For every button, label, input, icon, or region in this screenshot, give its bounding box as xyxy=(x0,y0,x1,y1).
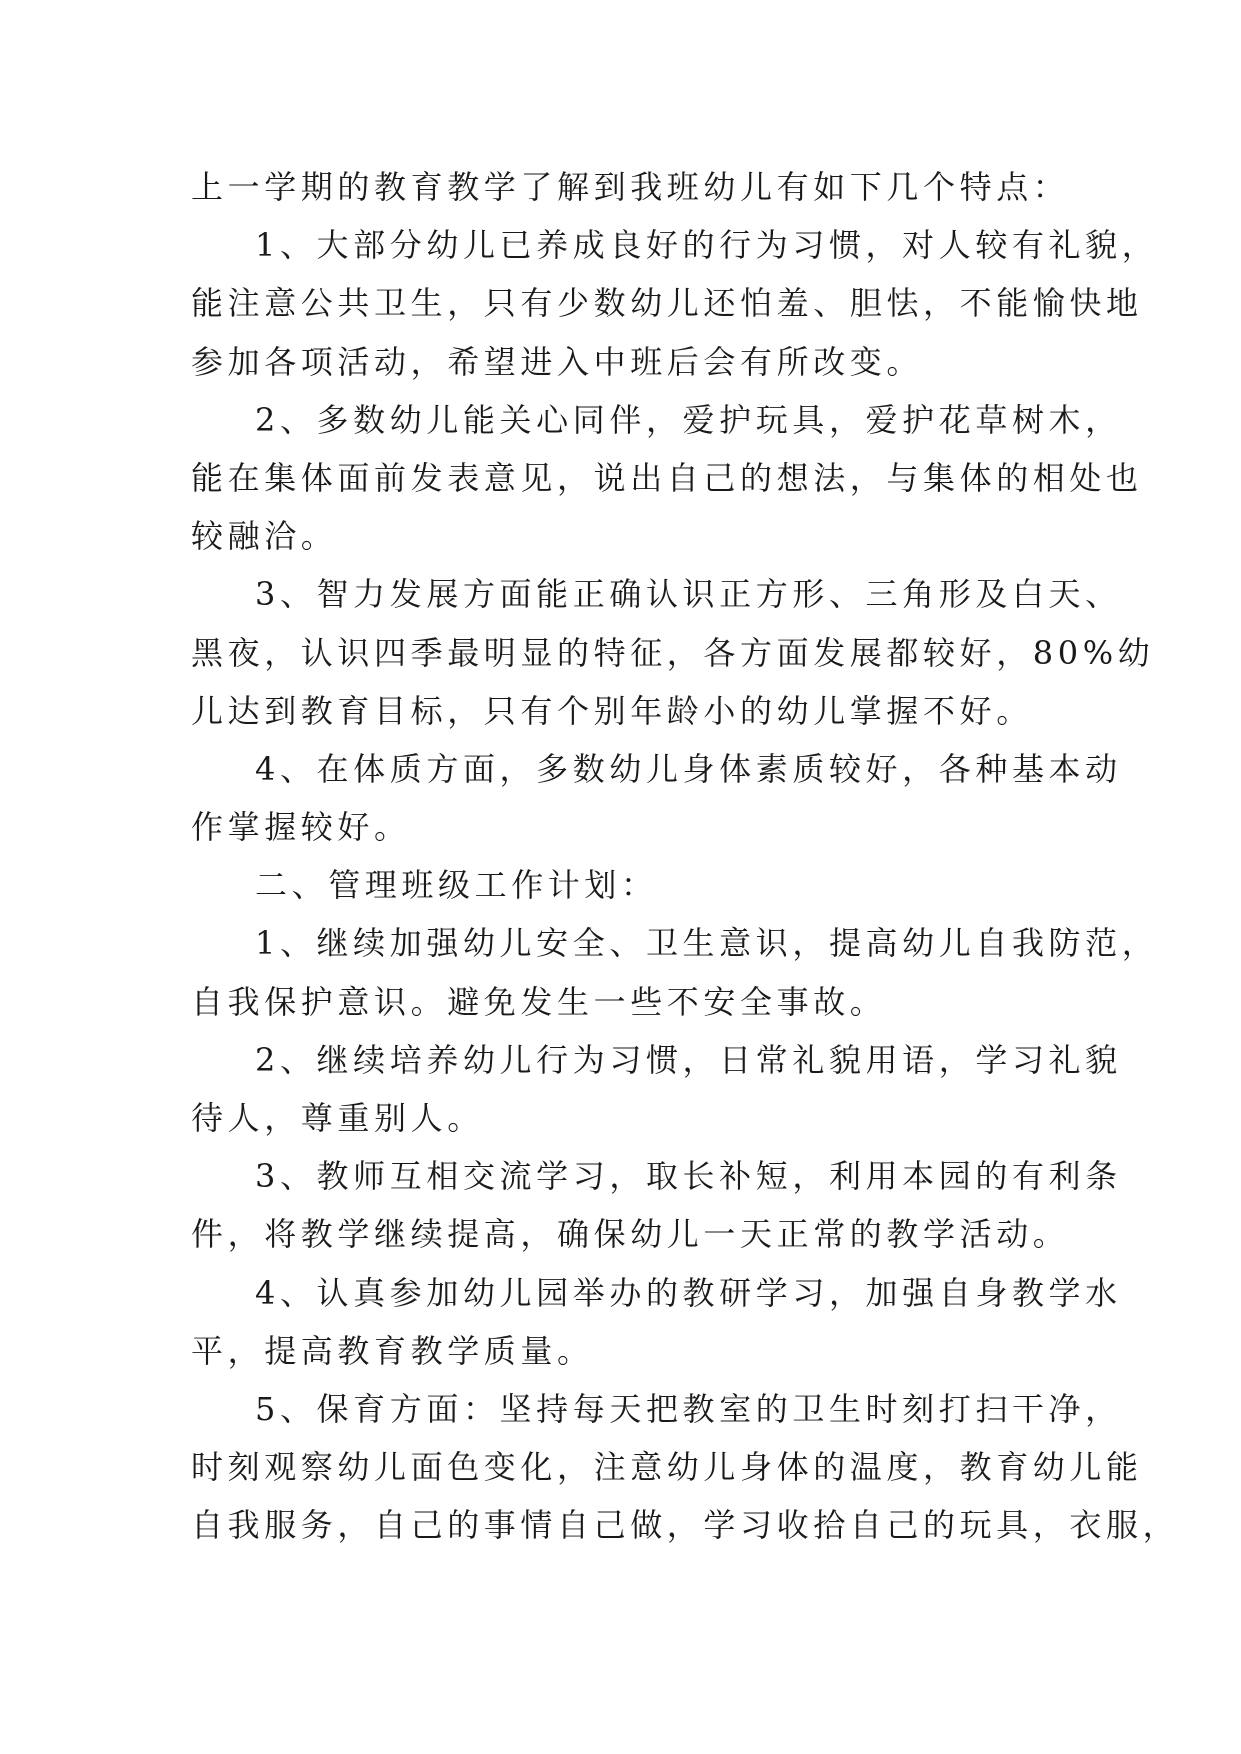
text-line: 5、保育方面：坚持每天把教室的卫生时刻打扫干净， xyxy=(255,1389,1122,1428)
text-line: 3、教师互相交流学习，取长补短，利用本园的有利条 xyxy=(255,1157,1122,1196)
text-line: 时刻观察幼儿面色变化，注意幼儿身体的温度，教育幼儿能 xyxy=(191,1448,1143,1487)
text-line: 4、在体质方面，多数幼儿身体素质较好，各种基本动 xyxy=(255,749,1122,788)
document-body xyxy=(191,158,1180,1555)
section-heading: 二、管理班级工作计划： xyxy=(255,866,658,905)
text-line: 2、继续培养幼儿行为习惯，日常礼貌用语，学习礼貌 xyxy=(255,1040,1122,1079)
text-line: 自我服务，自己的事情自己做，学习收拾自己的玩具，衣服， xyxy=(191,1506,1180,1545)
text-line: 能注意公共卫生，只有少数幼儿还怕羞、胆怯，不能愉快地 xyxy=(191,284,1143,323)
text-line: 自我保护意识。避免发生一些不安全事故。 xyxy=(191,982,887,1021)
text-line: 黑夜，认识四季最明显的特征，各方面发展都较好，80%幼 xyxy=(191,633,1155,672)
text-line: 1、继续加强幼儿安全、卫生意识，提高幼儿自我防范， xyxy=(255,924,1159,963)
text-line: 4、认真参加幼儿园举办的教研学习，加强自身教学水 xyxy=(255,1273,1122,1312)
text-line: 较融洽。 xyxy=(191,517,338,556)
text-line: 3、智力发展方面能正确认识正方形、三角形及白天、 xyxy=(255,575,1122,614)
text-line: 作掌握较好。 xyxy=(191,808,411,847)
text-line: 参加各项活动，希望进入中班后会有所改变。 xyxy=(191,342,924,381)
text-line: 儿达到教育目标，只有个别年龄小的幼儿掌握不好。 xyxy=(191,691,1033,730)
text-line: 1、大部分幼儿已养成良好的行为习惯，对人较有礼貌， xyxy=(255,226,1159,265)
text-line: 能在集体面前发表意见，说出自己的想法，与集体的相处也 xyxy=(191,458,1143,497)
text-line: 件，将教学继续提高，确保幼儿一天正常的教学活动。 xyxy=(191,1215,1070,1254)
text-line: 平，提高教育教学质量。 xyxy=(191,1331,594,1370)
text-line: 待人，尊重别人。 xyxy=(191,1099,484,1137)
text-line: 2、多数幼儿能关心同伴，爱护玩具，爱护花草树木， xyxy=(255,400,1122,439)
text-line: 上一学期的教育教学了解到我班幼儿有如下几个特点： xyxy=(191,168,1070,206)
